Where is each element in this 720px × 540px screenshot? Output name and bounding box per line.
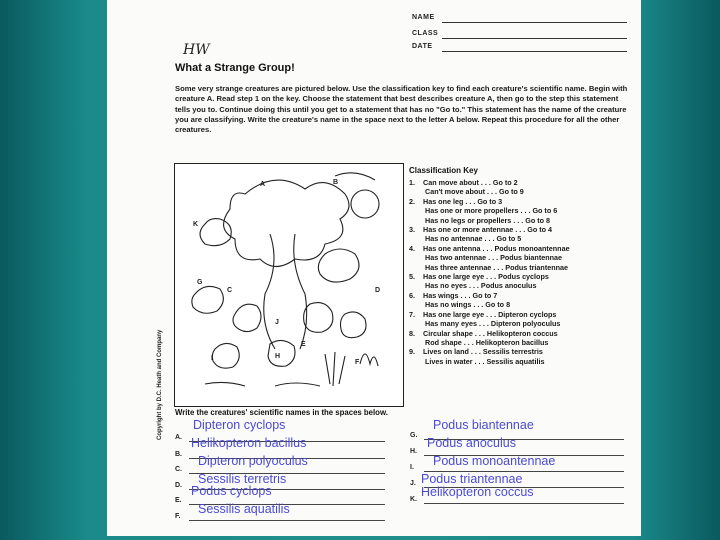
picture-label-a: A [260,181,266,188]
answer-letter-h: H. [410,448,417,455]
handwritten-note: HW [183,42,210,58]
key-step-5: 5. Has one large eye . . . Podus cyclops [409,272,549,282]
answer-j[interactable]: Podus triantennae [421,472,523,486]
key-step-2-alt2: Has no legs or propellers . . . Go to 8 [425,215,551,225]
key-step-4-alt2: Has three antennae . . . Podus triantennae [425,262,568,272]
answer-h[interactable]: Podus anoculus [427,436,516,450]
key-step-5-alt: Has no eyes . . . Podus anoculus [425,281,537,291]
key-step-6-alt: Has no wings . . . Go to 8 [425,300,511,310]
key-step-3: 3. Has one or more antennae . . . Go to 4 [409,225,553,235]
picture-label-b: B [333,179,339,186]
key-step-9-alt: Lives in water . . . Sessilis aquatilis [425,356,545,366]
class-line [442,38,627,39]
key-step-8-alt: Rod shape . . . Helikopteron bacillus [425,337,549,347]
name-line [442,22,627,23]
key-step-2-alt: Has one or more propellers . . . Go to 6 [425,206,558,216]
worksheet-page [107,0,641,536]
picture-label-i: I [211,355,213,362]
answer-line-f [189,520,385,521]
answer-k[interactable]: Helikopteron coccus [421,485,534,499]
copyright-text: Copyright by D.C. Heath and Company [157,329,163,440]
classification-key [409,178,637,366]
picture-label-h: H [275,353,281,360]
answer-d[interactable]: Sessilis terretris [198,472,287,486]
answer-g[interactable]: Podus biantennae [433,418,534,432]
answer-f[interactable]: Sessilis aquatilis [198,502,290,516]
picture-label-d: D [375,287,381,294]
answer-letter-i: I. [410,464,414,471]
key-step-9: 9. Lives on land . . . Sessilis terrestris [409,347,543,357]
key-step-1-alt: Can't move about . . . Go to 9 [425,187,524,197]
answer-letter-d: D. [175,482,182,489]
key-step-7: 7. Has one large eye . . . Dipteron cyclops [409,309,557,319]
answer-letter-b: B. [175,451,182,458]
answer-b[interactable]: Helikopteron bacillus [191,436,307,450]
date-label: DATE [412,43,433,50]
write-names-prompt: Write the creatures' scientific names in the spaces below. [175,408,388,417]
key-step-4: 4. Has one antenna . . . Podus monoantennae [409,243,570,253]
answer-e[interactable]: Podus cyclops [191,484,272,498]
answer-letter-a: A. [175,434,182,441]
picture-label-g: G [197,279,203,286]
key-step-7-alt: Has many eyes . . . Dipteron polyoculus [425,319,561,329]
answer-c[interactable]: Dipteron polyoculus [198,454,308,468]
creatures-illustration [175,164,403,406]
key-step-6: 6. Has wings . . . Go to 7 [409,290,498,300]
answer-i[interactable]: Podus monoantennae [433,454,556,468]
answer-line-k [424,503,624,504]
answer-letter-c: C. [175,466,182,473]
picture-label-k: K [193,221,199,228]
name-label: NAME [412,14,435,21]
date-line [442,51,627,52]
picture-label-j: J [275,319,279,326]
key-step-2: 2. Has one leg . . . Go to 3 [409,196,503,206]
classification-key-title: Classification Key [409,166,478,175]
answer-letter-f: F. [175,513,181,520]
creatures-picture [174,163,404,407]
key-step-3-alt: Has no antennae . . . Go to 5 [425,234,522,244]
answer-letter-e: E. [175,497,182,504]
answer-letter-j: J. [410,480,416,487]
picture-label-e: E [301,341,306,348]
answer-letter-g: G. [410,432,418,439]
worksheet-title: What a Strange Group! [175,62,295,74]
key-step-1: 1. Can move about . . . Go to 2 [409,178,518,187]
instructions-paragraph: Some very strange creatures are pictured below. Use the classification key to find each creature's scientific name. Begin with creature A. Read step 1 on the key. Choose the statement that best describes creature A, then go to the step this statement tells you to. Continue doing this until you get to a statement that has no "Go to." This statement has the name of the creature you are classifying. Write the creature's name in the space next to the letter A below. Repeat this procedure for all the other creatures. [175,84,628,135]
picture-label-f: F [355,359,360,366]
key-step-4-alt: Has two antennae . . . Podus biantennae [425,253,562,263]
class-label: CLASS [412,30,439,37]
answer-letter-k: K. [410,496,417,503]
key-step-8: 8. Circular shape . . . Helikopteron coccus [409,328,558,338]
picture-label-c: C [227,287,233,294]
answer-a[interactable]: Dipteron cyclops [193,418,286,432]
